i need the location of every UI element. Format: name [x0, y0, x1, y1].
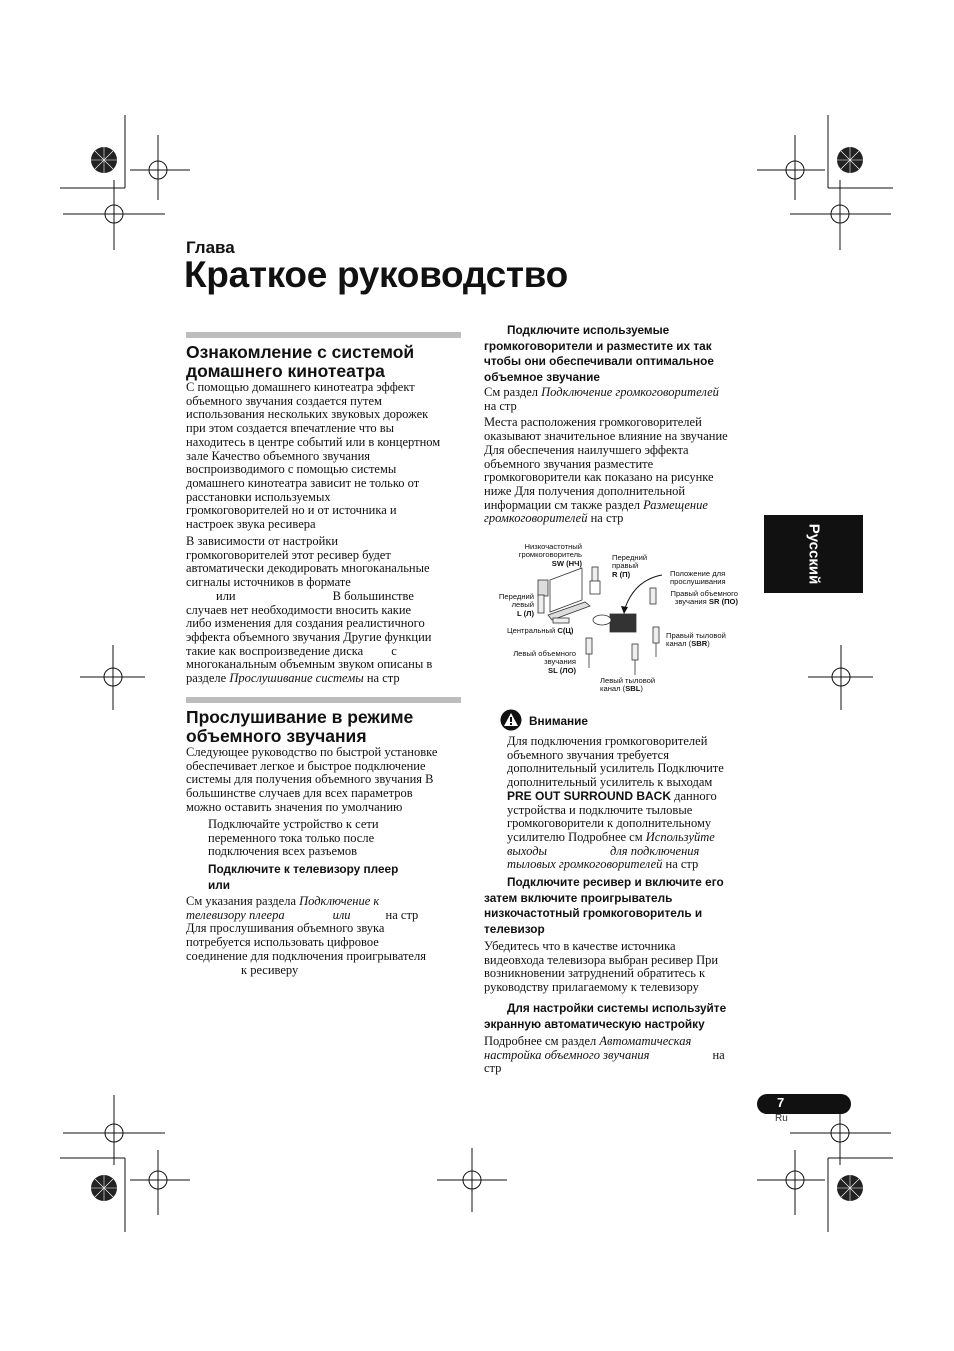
cross-reference: телевизору плеера [186, 907, 285, 922]
label-line: Центральный [507, 626, 556, 635]
label-line: Низкочастотный [524, 542, 582, 551]
page-number-badge [757, 1094, 851, 1114]
label-line: канал ( [666, 639, 692, 649]
text-line: соединение для подключения проигрывателя [186, 948, 426, 963]
text-line [484, 386, 752, 400]
language-tab [764, 515, 863, 593]
text-line: Подключите к телевизору плеер [208, 862, 399, 876]
diagram-label [600, 677, 655, 694]
caution-label: Внимание [529, 714, 588, 728]
text-line: использования нескольких звуковых дорожек [186, 407, 429, 422]
text-line: дополнительный усилитель к выходам [507, 775, 713, 790]
diagram-label [670, 570, 726, 587]
text-line: оказывают значительное влияние на звучание [484, 429, 728, 444]
text-fragment: на стр [665, 857, 699, 872]
text-line: обеспечивает легкое и быстрое подключение [186, 758, 426, 773]
text-line [507, 845, 757, 859]
text-line [186, 895, 466, 909]
text-line [484, 512, 752, 526]
text-fragment: усилителю Подробнее см [507, 829, 643, 844]
text-fragment: на стр [366, 671, 400, 686]
label-line: канал ( [600, 684, 626, 694]
text-fragment: См раздел [484, 385, 539, 399]
text-line: переменного тока только после [208, 830, 375, 845]
text-fragment: В большинстве [332, 588, 414, 603]
section-heading [186, 343, 461, 381]
text-line: домашнего кинотеатра зависит не только от [186, 475, 420, 490]
text-line: можно оставить значения по умолчанию [186, 799, 403, 814]
caution-text [507, 735, 757, 872]
cross-reference: Размещение [643, 497, 708, 512]
text-fragment: с [391, 643, 397, 658]
label-line: ) [707, 639, 710, 649]
paragraph [484, 940, 752, 995]
text-line [484, 1035, 752, 1049]
heading-line: Прослушивание в режиме [186, 707, 414, 727]
cross-reference: громкоговорителей [484, 511, 588, 526]
language-tab-label: Русский [805, 523, 822, 585]
label-line: Передний [498, 592, 534, 601]
text-line: сигналы источников в формате [186, 575, 351, 590]
step-heading [484, 1001, 757, 1032]
text-line: видеовхода телевизора выбран ресивер При [484, 952, 719, 967]
label-line: Правый объемного [670, 589, 738, 598]
label-line: SR (ПО) [708, 597, 738, 607]
text-line: громкоговорители и разместите их так [484, 338, 712, 353]
cross-reference: Подключение громкоговорителей [541, 385, 719, 399]
text-line: Подключайте устройство к сети [208, 817, 379, 831]
text-line: телевизор [484, 921, 545, 936]
diagram-label [612, 554, 647, 579]
cross-reference: Автоматическая [599, 1034, 692, 1048]
text-line: Подключите ресивер и включите его [507, 875, 724, 889]
step-heading [484, 323, 757, 385]
text-line: либо изменения для создания реалистичного [186, 616, 425, 631]
text-line: настроек звука ресивера [186, 517, 316, 532]
text-line: чтобы они обеспечивали оптимальное [484, 354, 714, 368]
text-line: громкоговорители к дополнительному [507, 816, 712, 831]
text-fragment: такие как воспроизведение диска [186, 643, 364, 658]
label-line: Левый объемного [513, 649, 576, 658]
diagram-label [507, 627, 573, 635]
text-line: ниже Для получения дополнительной [484, 483, 686, 498]
diagram-label [490, 593, 534, 618]
label-line: SBR [691, 639, 708, 649]
text-line [484, 1049, 752, 1063]
page-number: 7 [777, 1095, 785, 1110]
text-line [507, 858, 757, 872]
text-line: низкочастотный громкоговоритель и [484, 906, 703, 920]
step-heading [208, 862, 463, 893]
text-line: большинстве случаев для всех параметров [186, 786, 413, 801]
text-line: эффекта объемного звучания Другие функции [186, 629, 432, 644]
text-line: многоканальным объемным звуком описаны в [186, 657, 433, 672]
heading-line: Ознакомление с системой [186, 342, 415, 362]
text-line: расстановки используемых [186, 489, 331, 504]
cross-reference: Подключение к [299, 894, 380, 908]
language-code: Ru [775, 1113, 788, 1124]
label-line: L (Л) [517, 608, 534, 618]
text-line: возникновении затруднений обратитесь к [484, 966, 706, 981]
cross-reference: выходы [507, 843, 548, 858]
label-line: звучания [544, 657, 576, 667]
text-line: Места расположения громкоговорителей [484, 415, 702, 430]
text-line: Подключите используемые [507, 323, 670, 337]
text-line: Для подключения громкоговорителей [507, 734, 708, 748]
label-line: Передний [612, 553, 648, 562]
heading-line: объемного звучания [186, 726, 367, 746]
text-fragment: разделе [186, 671, 227, 686]
paragraph [186, 535, 466, 686]
text-line: объемное звучание [484, 369, 600, 384]
text-line: на стр [484, 398, 517, 413]
paragraph [186, 895, 466, 977]
text-line: Следующее руководство по быстрой установке [186, 745, 438, 759]
text-line: Убедитесь что в качестве источника [484, 939, 676, 953]
label-line: прослушивания [670, 577, 726, 587]
paragraph [186, 381, 466, 532]
chapter-label: Глава [186, 238, 235, 257]
text-fragment: данного [674, 788, 717, 803]
paragraph [484, 1035, 752, 1076]
heading-line: домашнего кинотеатра [186, 361, 385, 381]
label-line: R (П) [612, 569, 631, 579]
text-line: или [208, 877, 230, 892]
label-line: Положение для [670, 569, 726, 578]
text-line: Для обеспечения наилучшего эффекта [484, 442, 689, 457]
cross-reference: для подключения [610, 843, 700, 858]
text-line: экранную автоматическую настройку [484, 1016, 705, 1031]
section-rule [186, 332, 461, 338]
text-line [186, 645, 466, 659]
label-line: SL (ЛО) [548, 665, 576, 675]
text-line: громкоговорителей но и от источника и [186, 503, 397, 518]
text-fragment: информации см также раздел [484, 497, 640, 512]
text-fragment: См указания раздела [186, 894, 296, 908]
label-line: громкоговоритель [518, 550, 582, 560]
text-line: воспроизводимого с помощью системы [186, 462, 397, 477]
cross-reference: Прослушивание системы [229, 671, 364, 686]
text-line: при этом создается впечатление что вы [186, 421, 395, 436]
text-fragment: на стр [590, 511, 624, 526]
output-name: PRE OUT SURROUND BACK [507, 788, 672, 803]
paragraph [484, 386, 752, 526]
cross-reference: или [332, 907, 351, 922]
cross-reference: Используйте [645, 829, 715, 844]
text-fragment: Подробнее см раздел [484, 1034, 597, 1048]
cross-reference: настройка объемного звучания [484, 1047, 650, 1062]
note [208, 818, 463, 859]
text-line: громкоговорители как показано на рисунке [484, 470, 714, 485]
cross-reference: тыловых громкоговорителей [507, 857, 663, 872]
text-line: системы для получения объемного звучания В [186, 772, 434, 787]
text-line: С помощью домашнего кинотеатра эффект [186, 380, 415, 394]
text-fragment: на стр [385, 907, 419, 922]
text-line: громкоговорителей этот ресивер будет [186, 547, 391, 562]
text-line: руководству прилагаемому к телевизору [484, 980, 699, 995]
text-line [484, 499, 752, 513]
diagram-label [500, 543, 582, 568]
text-line: объемного звучания требуется [507, 747, 669, 762]
text-line: В зависимости от настройки [186, 534, 339, 548]
text-fragment: на [712, 1047, 725, 1062]
text-line: к ресиверу [241, 962, 299, 977]
text-line: устройства и подключите тыловые [507, 802, 693, 817]
diagram-label [666, 632, 726, 649]
label-line: Правый тыловой [666, 631, 726, 640]
step-heading [484, 875, 757, 937]
text-line [507, 790, 757, 804]
text-line: случаев нет необходимости вносить какие [186, 602, 412, 617]
page-title: Краткое руководство [184, 254, 568, 295]
text-line: объемного звучания создается путем [186, 393, 382, 408]
label-line: C(Ц) [557, 626, 574, 635]
paragraph [186, 746, 466, 815]
text-line: находитесь в центре событий или в концертном [186, 434, 441, 449]
label-line: ) [640, 684, 643, 694]
label-line: левый [511, 600, 534, 610]
diagram-label [660, 590, 738, 607]
text-line: потребуется использовать цифровое [186, 935, 379, 950]
label-line: звучания [674, 597, 707, 607]
label-line: SBL [625, 684, 641, 694]
label-line: SW (НЧ) [551, 558, 582, 568]
section-heading [186, 708, 461, 746]
text-line [186, 672, 466, 686]
text-line [186, 909, 466, 923]
caution-icon [500, 709, 522, 731]
text-line: стр [484, 1061, 502, 1076]
text-line: автоматически декодировать многоканальные [186, 561, 430, 576]
text-fragment: или [216, 588, 236, 603]
section-rule [186, 697, 461, 703]
text-line: Для настройки системы используйте [507, 1001, 727, 1015]
speaker-placement-diagram [490, 540, 750, 700]
label-line: Левый тыловой [600, 676, 656, 685]
text-line: объемного звучания разместите [484, 456, 654, 471]
text-line: дополнительный усилитель Подключите [507, 761, 724, 776]
text-line [186, 590, 466, 604]
text-line: затем включите проигрыватель [484, 890, 673, 905]
text-line: Для прослушивания объемного звука [186, 921, 385, 936]
diagram-label [498, 650, 576, 675]
text-line [507, 831, 757, 845]
label-line: правый [612, 561, 639, 571]
text-line: зале Качество объемного звучания [186, 448, 371, 463]
text-line: подключения всех разъемов [208, 844, 358, 859]
